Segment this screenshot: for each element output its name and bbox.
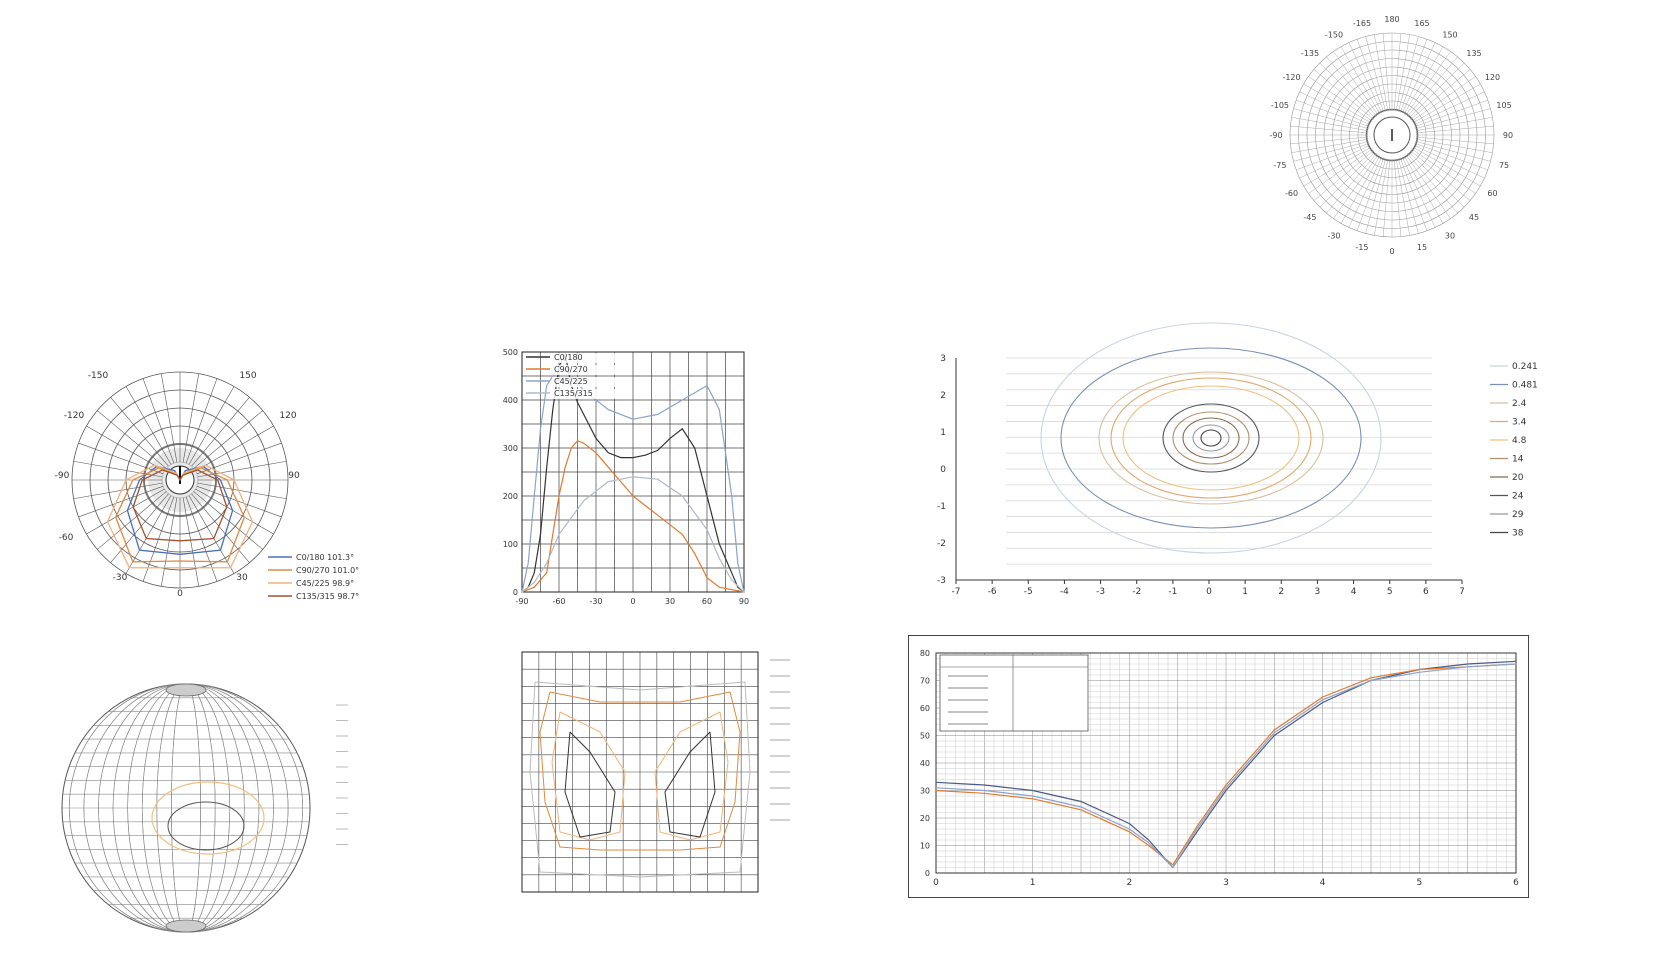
polar-spoke [1394,159,1401,237]
polar-spoke [192,397,250,466]
polar-legend-label: C45/225 98.9° [296,579,355,588]
x-tick-label: 6 [1422,587,1429,597]
y-tick-label: 300 [502,444,518,453]
x-tick-label: -30 [589,597,603,606]
polar-angle-label: -15 [1355,243,1369,253]
polar-spoke [1383,33,1390,111]
x-tick-label: -5 [1023,587,1033,597]
polar-angle-label: 0 [1389,247,1395,256]
polar-spoke [1396,35,1410,112]
isolux-contour-0 [1041,323,1381,553]
isolux-contour-4 [1123,386,1299,490]
polar-spoke [1410,69,1470,119]
polar-spoke [1416,139,1493,153]
y-tick-label: 50 [919,731,930,741]
y-tick-label: 100 [502,540,518,549]
isolux-contour-2 [1099,372,1323,504]
polar-angle-label: 165 [1414,18,1430,28]
polar-spoke [1415,100,1488,127]
polar-spoke [1413,84,1481,123]
grid-chart-svg [500,650,830,976]
x-tick-label: 1 [1242,587,1249,597]
polar-legend-label: C135/315 98.7° [296,592,360,601]
polar-angle-label: -120 [1282,73,1301,82]
y-tick-label: 200 [502,492,518,501]
y-tick-label: 0 [512,588,518,597]
polar-chart-top-right [1269,15,1540,270]
polar-spoke [1341,156,1380,224]
polar-angle-label: -60 [58,533,74,543]
y-tick-label: 0 [924,869,930,878]
y-tick-label: -2 [937,539,946,549]
polar-spoke [1290,137,1368,144]
x-tick-label: 90 [738,597,750,606]
polar-angle-label: 75 [1498,161,1510,171]
polar-angle-label: -90 [54,471,70,481]
legend-label: C135/315 [554,389,593,398]
x-tick-label: -4 [1059,587,1069,597]
polar-spoke [1416,126,1494,133]
grid-curve-3 [655,712,728,840]
isolux-chart [900,328,1620,628]
isolux-legend-label: 0.241 [1512,362,1538,372]
x-tick-label: 3 [1314,587,1321,597]
sphere-pole-bottom [166,920,206,932]
polar-spoke [1404,156,1443,224]
polar-angle-label: 105 [1496,100,1512,110]
polar-spoke [1357,158,1384,231]
x-tick-label: -60 [552,597,566,606]
polar-angle-label: -90 [1269,131,1283,140]
x-tick-label: 0 [1206,587,1212,597]
polar-angle-label: 180 [1384,15,1400,24]
isolux-legend-label: 14 [1512,454,1524,465]
x-tick-label: 7 [1459,587,1465,597]
polar-spoke [1396,159,1410,236]
polar-spoke [1292,117,1369,131]
polar-chart-top-right-svg [1269,15,1540,270]
sphere-chart [40,640,440,976]
x-tick-label: 4 [1350,587,1357,597]
polar-spoke [1407,57,1457,117]
polar-spoke [1374,35,1388,112]
isolux-legend-label: 38 [1512,528,1524,539]
linear-chart-middle [470,322,800,622]
polar-spoke [1292,139,1369,153]
isolux-legend-label: 2.4 [1512,399,1527,409]
x-tick-label: 0 [630,597,636,606]
x-tick-label: 4 [1319,878,1326,888]
polar-angle-label: -75 [1273,161,1287,171]
polar-spoke [1314,69,1374,119]
x-tick-label: 60 [701,597,713,606]
linear-chart-svg [470,322,800,622]
polar-angle-label: 60 [1487,189,1498,198]
y-tick-label: 500 [502,348,518,357]
x-tick-label: 2 [1126,878,1133,888]
polar-angle-label: -60 [1285,189,1299,198]
x-tick-label: -6 [987,587,997,597]
polar-spoke [1416,117,1493,131]
polar-angle-label: -165 [1352,18,1372,28]
polar-spoke [1374,159,1388,236]
polar-legend-label: C0/180 101.3° [296,553,355,562]
polar-angle-label: 90 [288,471,300,481]
polar-angle-label: -120 [63,411,85,421]
polar-chart-left [40,322,360,622]
polar-angle-label: 120 [279,411,297,421]
polar-angle-label: 135 [1466,48,1482,58]
curve-chart-svg [908,635,1534,900]
isolux-legend-label: 29 [1512,510,1524,520]
y-tick-label: 40 [919,759,930,768]
legend-label: C90/270 [554,365,588,374]
polar-angle-label: 45 [1468,213,1480,223]
polar-angle-label: 150 [239,371,257,381]
y-tick-label: 1 [940,428,946,438]
polar-spoke [1296,143,1369,170]
isolux-legend-label: 24 [1512,491,1524,502]
polar-spoke [1326,57,1376,117]
polar-spoke [1413,147,1481,186]
x-tick-label: -90 [515,597,529,606]
legend-label: C0/180 [554,353,583,362]
y-tick-label: 400 [502,396,518,405]
polar-spoke [1383,159,1390,237]
polar-angle-label: -30 [1327,231,1341,241]
isolux-contour-5 [1163,404,1259,472]
polar-spoke [1415,143,1488,170]
polar-spoke [1296,100,1369,127]
polar-spoke [1404,47,1443,115]
isolux-legend-label: 0.481 [1512,380,1538,391]
y-tick-label: 70 [919,676,930,686]
x-tick-label: -3 [1096,587,1106,597]
isolux-contour-8 [1193,425,1229,451]
polar-chart-left-svg [40,322,360,622]
y-tick-label: 20 [919,814,930,823]
legend-box [940,655,1088,731]
x-tick-label: -1 [1168,587,1178,597]
x-tick-label: 5 [1386,587,1393,597]
polar-spoke [1416,137,1494,144]
x-tick-label: 3 [1223,878,1229,888]
y-tick-label: -3 [937,576,946,586]
polar-angle-label: 120 [1484,73,1501,82]
y-tick-label: 30 [919,786,930,796]
polar-angle-label: 150 [1442,30,1458,40]
polar-angle-label: -45 [1303,213,1317,223]
polar-spoke [111,397,169,466]
isolux-contour-6 [1173,412,1249,464]
sphere-pole-top [166,684,206,696]
y-tick-label: 3 [940,354,946,364]
isolux-legend-label: 20 [1512,473,1524,483]
polar-spoke [1357,39,1384,112]
polar-spoke [1304,147,1372,186]
polar-spoke [1407,153,1457,213]
isolux-chart-svg [900,328,1620,628]
polar-angle-label: -150 [1324,30,1344,40]
polar-spoke [1394,33,1401,111]
y-tick-label: -1 [937,502,946,512]
isolux-contour-7 [1183,418,1239,458]
x-tick-label: 1 [1029,878,1036,888]
x-tick-label: 30 [664,597,676,606]
polar-spoke [1304,84,1372,123]
y-tick-label: 10 [919,841,930,851]
y-tick-label: 0 [940,465,946,475]
polar-spoke [97,411,166,469]
y-tick-label: 80 [919,649,930,658]
x-tick-label: -7 [951,587,961,597]
y-tick-label: 60 [919,704,930,713]
polar-angle-label: 30 [1444,231,1456,241]
isolux-contour-9 [1201,430,1221,446]
isolux-legend-label: 3.4 [1512,417,1527,428]
isolux-contour-3 [1111,378,1311,498]
polar-spoke [1400,39,1427,112]
polar-angle-label: -105 [1270,100,1290,110]
y-tick-label: 2 [940,391,946,401]
polar-angle-label: -135 [1300,48,1320,58]
x-tick-label: 5 [1416,878,1423,888]
isolux-legend-label: 4.8 [1512,436,1527,446]
polar-spoke [1410,150,1470,200]
x-tick-label: 0 [933,878,939,888]
polar-spoke [1341,47,1380,115]
x-tick-label: 2 [1278,587,1285,597]
polar-angle-label: -30 [112,573,128,583]
polar-angle-label: 0 [177,589,183,599]
polar-spoke [1326,153,1376,213]
polar-spoke [1314,150,1374,200]
grid-chart-bottom-middle [500,650,830,976]
polar-angle-label: -150 [87,371,109,381]
polar-angle-label: 15 [1416,243,1428,253]
polar-spoke [194,411,263,469]
x-tick-label: -2 [1132,587,1142,597]
curve-chart-bottom-right [908,635,1534,900]
polar-angle-label: 30 [236,573,248,583]
polar-spoke [1290,126,1368,133]
polar-spoke [1400,158,1427,231]
sphere-chart-svg [40,640,440,976]
grid-curve-1 [552,712,625,840]
polar-angle-label: 90 [1502,131,1514,140]
polar-legend-label: C90/270 101.0° [296,566,360,575]
legend-label: C45/225 [554,377,588,386]
x-tick-label: 6 [1513,878,1519,888]
